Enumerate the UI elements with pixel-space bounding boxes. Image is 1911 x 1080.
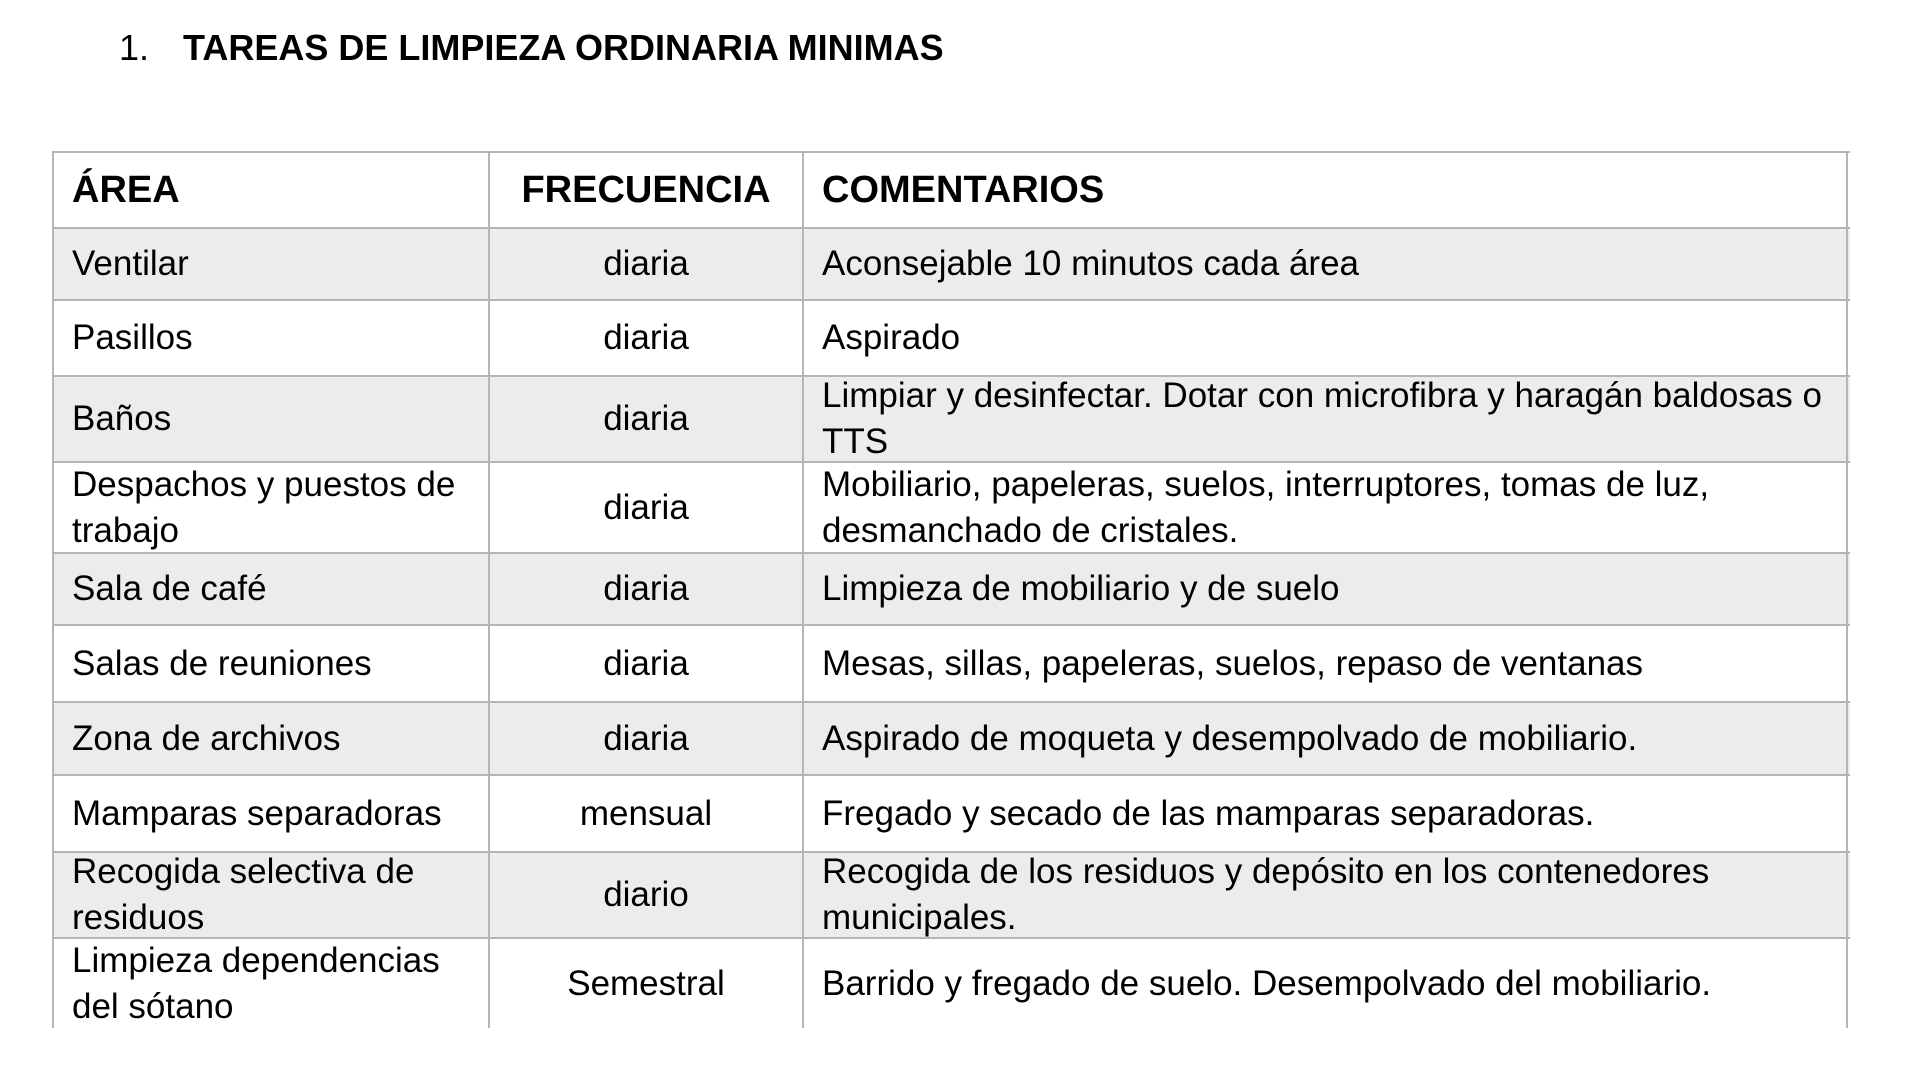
cell-frecuencia: Semestral — [490, 939, 804, 1028]
cell-area: Recogida selectiva de residuos — [54, 853, 490, 937]
cell-comentarios: Barrido y fregado de suelo. Desempolvado del mobiliario. — [804, 939, 1848, 1028]
cell-area: Salas de reuniones — [54, 626, 490, 701]
section-title: TAREAS DE LIMPIEZA ORDINARIA MINIMAS — [183, 27, 944, 68]
cell-area: Limpieza dependencias del sótano — [54, 939, 490, 1028]
cell-area: Mamparas separadoras — [54, 776, 490, 851]
cell-comentarios: Recogida de los residuos y depósito en los contenedores municipales. — [804, 853, 1848, 937]
section-heading — [119, 24, 944, 72]
table-row — [54, 853, 1850, 939]
header-frecuencia: FRECUENCIA — [490, 153, 804, 227]
cell-comentarios: Aspirado — [804, 301, 1848, 375]
cell-comentarios: Limpieza de mobiliario y de suelo — [804, 554, 1848, 624]
cell-frecuencia: diario — [490, 853, 804, 937]
cell-frecuencia: diaria — [490, 626, 804, 701]
table-row — [54, 554, 1850, 626]
cell-frecuencia: diaria — [490, 703, 804, 774]
cell-comentarios: Aspirado de moqueta y desempolvado de mobiliario. — [804, 703, 1848, 774]
cell-area: Despachos y puestos de trabajo — [54, 463, 490, 552]
cell-area: Pasillos — [54, 301, 490, 375]
header-comentarios: COMENTARIOS — [804, 153, 1848, 227]
cell-comentarios: Limpiar y desinfectar. Dotar con microfibra y haragán baldosas o TTS — [804, 377, 1848, 461]
table-row — [54, 939, 1850, 1028]
table-row — [54, 229, 1850, 301]
cell-frecuencia: diaria — [490, 301, 804, 375]
cell-area: Sala de café — [54, 554, 490, 624]
cell-frecuencia: diaria — [490, 463, 804, 552]
cell-comentarios: Fregado y secado de las mamparas separadoras. — [804, 776, 1848, 851]
cell-frecuencia: diaria — [490, 377, 804, 461]
table-row — [54, 626, 1850, 703]
cleaning-tasks-table — [52, 151, 1850, 1028]
section-number: 1. — [119, 27, 150, 68]
cell-frecuencia: diaria — [490, 554, 804, 624]
table-row — [54, 301, 1850, 377]
table-row — [54, 703, 1850, 776]
cell-frecuencia: mensual — [490, 776, 804, 851]
cell-area: Zona de archivos — [54, 703, 490, 774]
cell-area: Baños — [54, 377, 490, 461]
table-row — [54, 463, 1850, 554]
cell-comentarios: Mobiliario, papeleras, suelos, interruptores, tomas de luz, desmanchado de cristales. — [804, 463, 1848, 552]
table-header-row — [54, 153, 1850, 229]
cell-area: Ventilar — [54, 229, 490, 299]
table-row — [54, 776, 1850, 853]
table-row — [54, 377, 1850, 463]
cell-comentarios: Aconsejable 10 minutos cada área — [804, 229, 1848, 299]
cell-frecuencia: diaria — [490, 229, 804, 299]
cell-comentarios: Mesas, sillas, papeleras, suelos, repaso de ventanas — [804, 626, 1848, 701]
header-area: ÁREA — [54, 153, 490, 227]
